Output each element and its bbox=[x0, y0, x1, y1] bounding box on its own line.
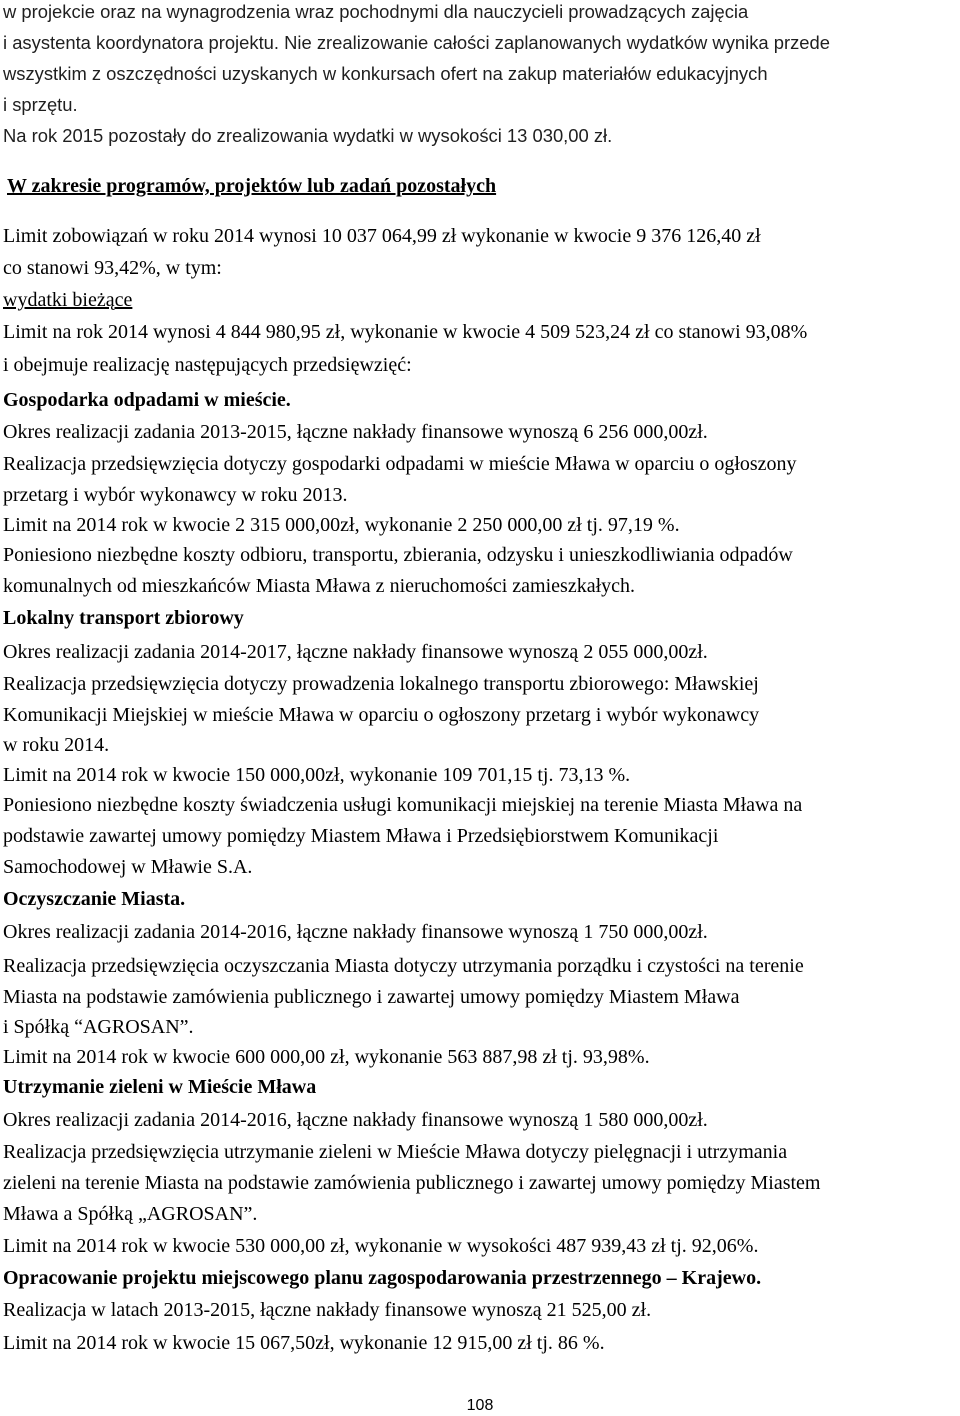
waste-costs: Poniesiono niezbędne koszty odbioru, transportu, zbierania, odzysku i unieszkodliwiania odpadów bbox=[3, 544, 793, 566]
cleaning-description: Realizacja przedsięwzięcia oczyszczania Miasta dotyczy utrzymania porządku i czystości na terenie bbox=[3, 955, 804, 977]
cleaning-heading: Oczyszczanie Miasta. bbox=[3, 888, 186, 910]
waste-description bbox=[3, 452, 957, 476]
waste-heading: Gospodarka odpadami w mieście. bbox=[3, 389, 291, 411]
transport-costs: Poniesiono niezbędne koszty świadczenia usługi komunikacji miejskiej na terenie Miasta Mława na bbox=[3, 794, 803, 816]
cleaning-limit: Limit na 2014 rok w kwocie 600 000,00 zł, wykonanie 563 887,98 zł tj. 93,98%. bbox=[3, 1046, 650, 1068]
plan-period: Realizacja w latach 2013-2015, łączne nakłady finansowe wynoszą 21 525,00 zł. bbox=[3, 1299, 652, 1321]
page-number: 108 bbox=[466, 1397, 494, 1414]
limit-line: Limit zobowiązań w roku 2014 wynosi 10 037 064,99 zł wykonanie w kwocie 9 376 126,40 zł bbox=[3, 225, 761, 247]
intro-line: i asystenta koordynatora projektu. Nie zrealizowanie całości zaplanowanych wydatków wynika przede bbox=[3, 32, 830, 53]
waste-description: przetarg i wybór wykonawcy w roku 2013. bbox=[3, 484, 348, 506]
cleaning-description: i Spółką “AGROSAN”. bbox=[3, 1016, 194, 1038]
current-limit-line: Limit na rok 2014 wynosi 4 844 980,95 zł, wykonanie w kwocie 4 509 523,24 zł co stanowi 93,08% bbox=[3, 321, 808, 343]
transport-description: Komunikacji Miejskiej w mieście Mława w oparciu o ogłoszony przetarg i wybór wykonawcy bbox=[3, 704, 760, 726]
transport-limit: Limit na 2014 rok w kwocie 150 000,00zł, wykonanie 109 701,15 tj. 73,13 %. bbox=[3, 764, 631, 786]
intro-line: w projekcie oraz na wynagrodzenia wraz pochodnymi dla nauczycieli prowadzących zajęcia bbox=[3, 1, 749, 22]
waste-limit: Limit na 2014 rok w kwocie 2 315 000,00zł, wykonanie 2 250 000,00 zł tj. 97,19 %. bbox=[3, 514, 680, 536]
current-limit-line: i obejmuje realizację następujących przedsięwzięć: bbox=[3, 354, 412, 376]
greenery-heading: Utrzymanie zieleni w Mieście Mława bbox=[3, 1076, 317, 1098]
intro-line: i sprzętu. bbox=[3, 94, 78, 115]
waste-period: Okres realizacji zadania 2013-2015, łączne nakłady finansowe wynoszą 6 256 000,00zł. bbox=[3, 421, 708, 443]
greenery-description: zieleni na terenie Miasta na podstawie zamówienia publicznego i zawartej umowy pomiędzy Miastem bbox=[3, 1172, 821, 1194]
greenery-description: Realizacja przedsięwzięcia utrzymanie zieleni w Mieście Mława dotyczy pielęgnacji i utrzymania bbox=[3, 1141, 788, 1163]
cleaning-period: Okres realizacji zadania 2014-2016, łączne nakłady finansowe wynoszą 1 750 000,00zł. bbox=[3, 921, 708, 943]
transport-description: Realizacja przedsięwzięcia dotyczy prowadzenia lokalnego transportu zbiorowego: Mławskiej bbox=[3, 673, 759, 695]
section-heading: W zakresie programów, projektów lub zadań pozostałych bbox=[7, 175, 497, 197]
transport-period: Okres realizacji zadania 2014-2017, łączne nakłady finansowe wynoszą 2 055 000,00zł. bbox=[3, 641, 708, 663]
cleaning-description: Miasta na podstawie zamówienia publicznego i zawartej umowy pomiędzy Miastem Mława bbox=[3, 986, 740, 1008]
transport-heading: Lokalny transport zbiorowy bbox=[3, 607, 244, 629]
transport-costs: podstawie zawartej umowy pomiędzy Miastem Mława i Przedsiębiorstwem Komunikacji bbox=[3, 825, 719, 847]
text-line: Realizacja przedsięwzięcia dotyczy gospodarki odpadami w mieście Mława w oparciu o ogłoszony bbox=[3, 453, 797, 475]
intro-line: Na rok 2015 pozostały do zrealizowania wydatki w wysokości 13 030,00 zł. bbox=[3, 125, 613, 146]
plan-heading: Opracowanie projektu miejscowego planu zagospodarowania przestrzennego – Krajewo. bbox=[3, 1267, 762, 1289]
plan-limit: Limit na 2014 rok w kwocie 15 067,50zł, wykonanie 12 915,00 zł tj. 86 %. bbox=[3, 1332, 605, 1354]
limit-line: co stanowi 93,42%, w tym: bbox=[3, 257, 222, 279]
greenery-description: Mława a Spółką „AGROSAN”. bbox=[3, 1203, 258, 1225]
greenery-limit: Limit na 2014 rok w kwocie 530 000,00 zł, wykonanie w wysokości 487 939,43 zł tj. 92,06%. bbox=[3, 1235, 759, 1257]
transport-costs: Samochodowej w Mławie S.A. bbox=[3, 856, 253, 878]
intro-line: wszystkim z oszczędności uzyskanych w konkursach ofert na zakup materiałów edukacyjnych bbox=[3, 63, 768, 84]
greenery-period: Okres realizacji zadania 2014-2016, łączne nakłady finansowe wynoszą 1 580 000,00zł. bbox=[3, 1109, 708, 1131]
transport-description: w roku 2014. bbox=[3, 734, 110, 756]
current-expenses-label: wydatki bieżące bbox=[3, 289, 133, 311]
waste-costs: komunalnych od mieszkańców Miasta Mława z nieruchomości zamieszkałych. bbox=[3, 575, 636, 597]
